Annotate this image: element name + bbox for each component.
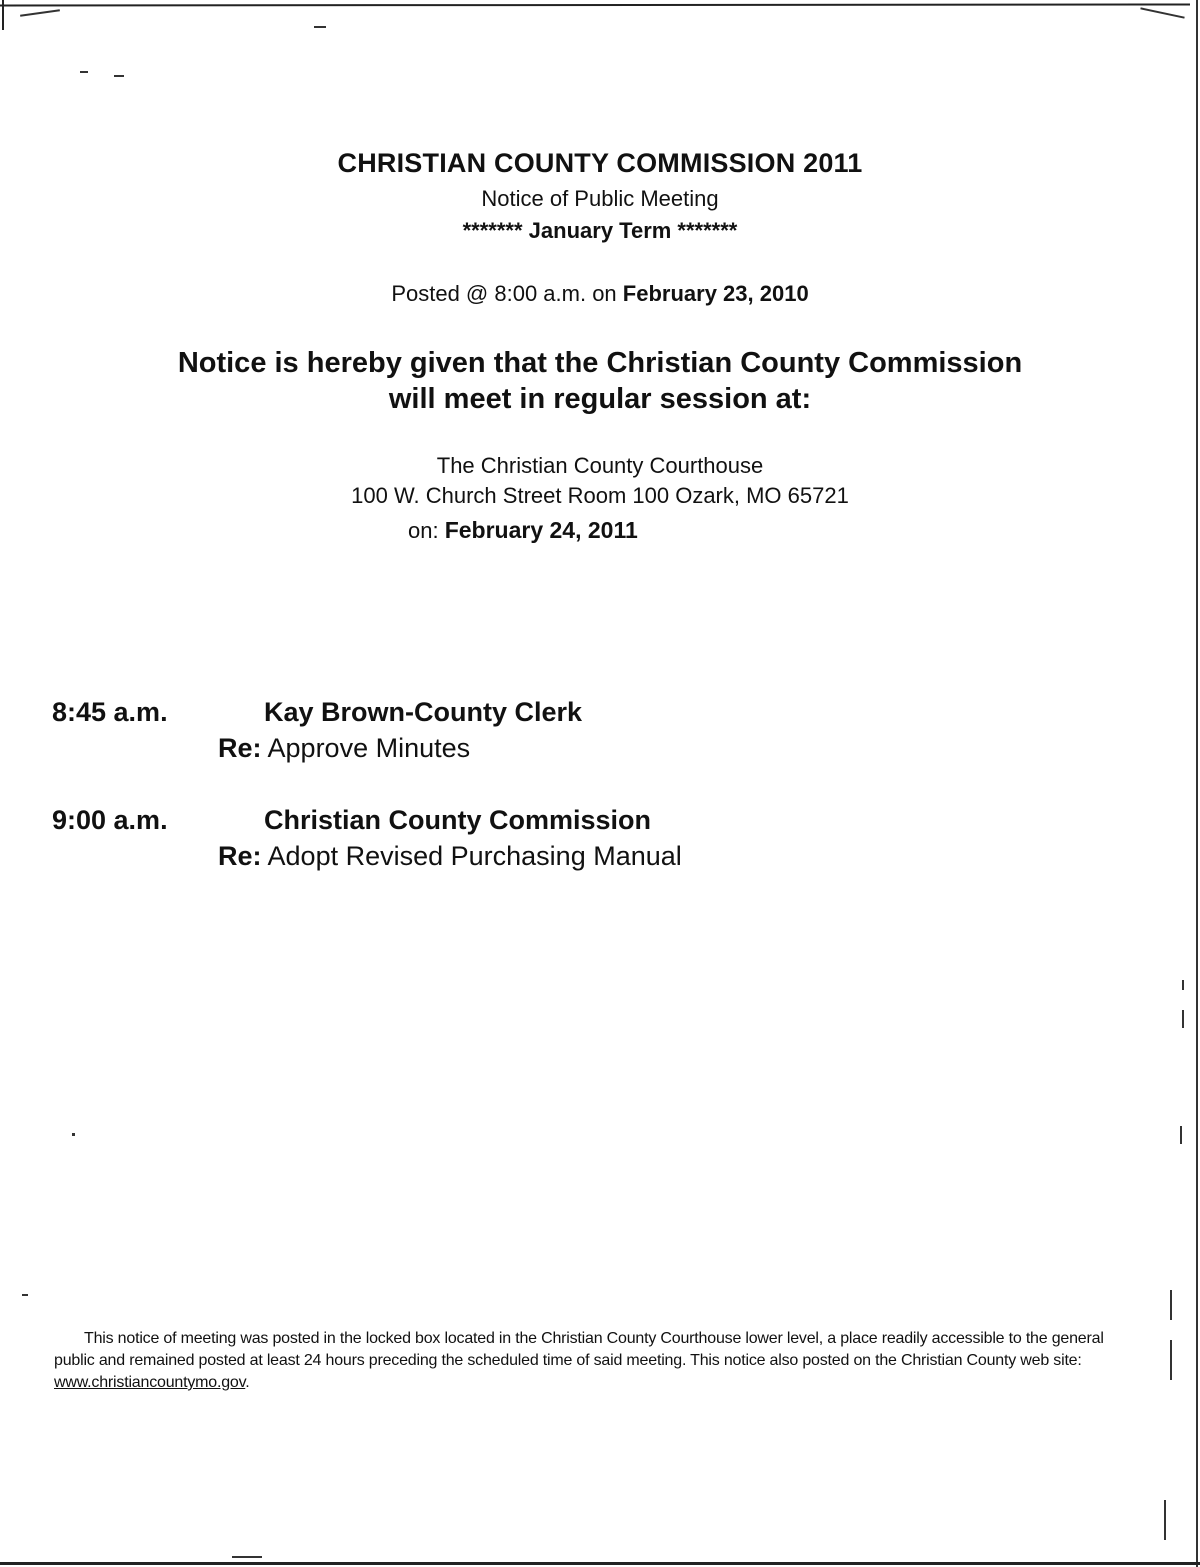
- location-address: 100 W. Church Street Room 100 Ozark, MO 65721: [351, 483, 849, 508]
- disclaimer-end: .: [245, 1374, 250, 1391]
- scan-speck: [1170, 1340, 1172, 1380]
- scan-mark: [1140, 7, 1184, 18]
- agenda-time: 9:00 a.m.: [52, 805, 168, 835]
- scan-speck: [1180, 1126, 1182, 1144]
- scan-speck: [22, 1294, 28, 1296]
- location-building: The Christian County Courthouse: [436, 453, 764, 478]
- scan-speck: [114, 75, 124, 77]
- agenda-subject: [218, 841, 682, 872]
- agenda-subject-text: Approve Minutes: [261, 733, 471, 763]
- scan-speck: [314, 26, 326, 28]
- re-label: Re:: [218, 733, 262, 763]
- scan-speck: [1164, 1500, 1166, 1540]
- scan-bottom-edge: [0, 1562, 1200, 1565]
- scan-speck: [232, 1556, 262, 1558]
- notice-statement: [0, 345, 1200, 417]
- scan-speck: [1170, 1290, 1172, 1320]
- notice-line-2: will meet in regular session at:: [388, 383, 812, 415]
- document-subtitle: Notice of Public Meeting: [481, 186, 719, 211]
- agenda-subject-text: Adopt Revised Purchasing Manual: [261, 841, 682, 871]
- scan-speck: [72, 1133, 75, 1136]
- term-label: ******* January Term *******: [462, 218, 738, 243]
- agenda-presenter: Kay Brown-County Clerk: [264, 697, 583, 727]
- posting-disclaimer: [54, 1328, 1144, 1394]
- meeting-date: February 24, 2011: [444, 517, 638, 543]
- meeting-date-label: on:: [408, 518, 445, 543]
- posted-line: [0, 281, 1200, 307]
- scan-mark: [20, 9, 60, 17]
- scan-speck: [1182, 1010, 1184, 1028]
- agenda-presenter: Christian County Commission: [264, 805, 652, 835]
- posted-prefix: Posted @ 8:00 a.m. on: [391, 281, 623, 306]
- document-title: CHRISTIAN COUNTY COMMISSION 2011: [337, 148, 863, 178]
- scan-speck: [80, 71, 88, 73]
- notice-line-1: Notice is hereby given that the Christian County Commission: [177, 347, 1023, 379]
- meeting-date-line: [408, 517, 638, 544]
- agenda-subject: [218, 733, 470, 764]
- scan-top-edge: [0, 3, 1190, 6]
- re-label: Re:: [218, 841, 262, 871]
- agenda-time: 8:45 a.m.: [52, 697, 168, 727]
- posted-date: February 23, 2010: [622, 281, 809, 306]
- disclaimer-text: This notice of meeting was posted in the locked box located in the Christian County Courthouse lower level, a place readily accessible to the general public and remained posted at least 24 hours preceding the scheduled time of said meeting. This notice also posted on the Christian County web site:: [54, 1330, 1104, 1369]
- scan-speck: [1182, 980, 1184, 990]
- website-link[interactable]: www.christiancountymo.gov: [54, 1374, 246, 1391]
- scan-left-edge: [2, 0, 4, 30]
